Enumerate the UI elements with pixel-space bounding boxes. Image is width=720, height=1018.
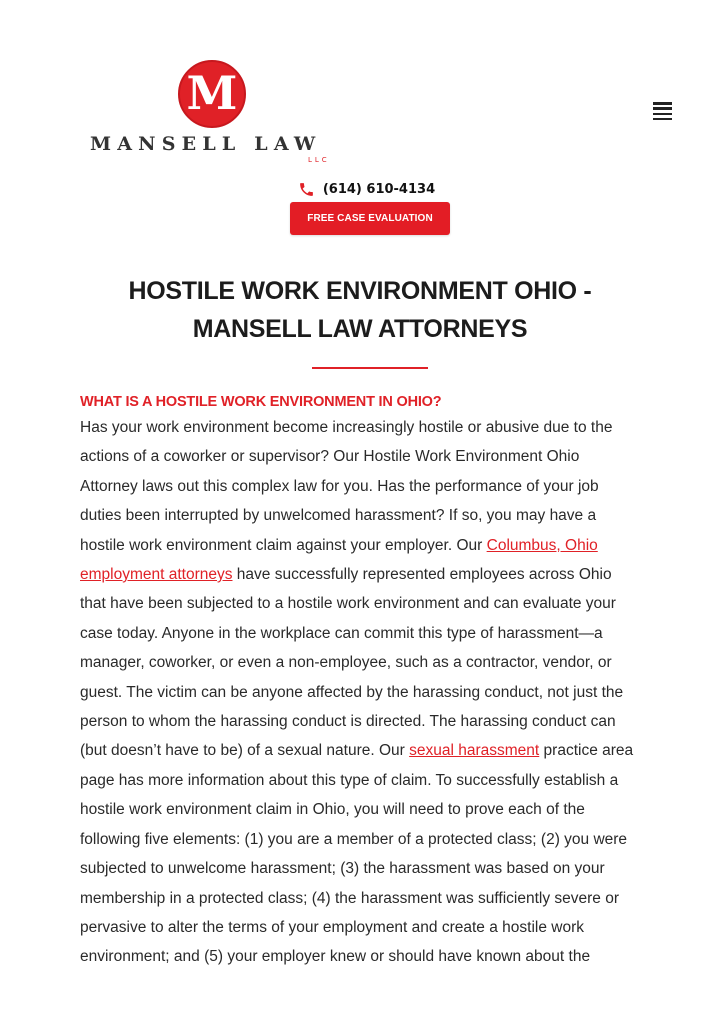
body-line: person to whom the harassing conduct is directed. The harassing conduct can (80, 713, 616, 731)
body-line: duties been interrupted by unwelcomed harassment? If so, you may have a (80, 507, 597, 525)
section-body (80, 413, 670, 972)
site-logo[interactable] (90, 60, 336, 166)
body-line: following five elements: (1) you are a member of a protected class; (2) you were (80, 830, 628, 848)
body-line: page has more information about this type of claim. To successfully establish a (80, 771, 619, 789)
page-title-line: MANSELL LAW ATTORNEYS (192, 315, 528, 343)
menu-bar (653, 118, 672, 121)
menu-bar (653, 102, 672, 105)
body-line: membership in a protected class; (4) the harassment was sufficiently severe or (80, 889, 620, 907)
body-line: pervasive to alter the terms of your employment and create a hostile work (80, 918, 584, 936)
body-line: environment; and (5) your employer knew or should have known about the (80, 948, 591, 966)
body-line (80, 736, 670, 765)
body-line: hostile work environment claim in Ohio, you will need to prove each of the (80, 801, 585, 819)
logo-suffix: LLC (308, 156, 330, 164)
body-line: guest. The victim can be anyone affected by the harassing conduct, not just the (80, 683, 624, 701)
body-text-fragment: hostile work environment claim against your employer. Our (80, 536, 487, 554)
body-line: Has your work environment become increasingly hostile or abusive due to the (80, 419, 613, 436)
hamburger-icon[interactable] (653, 102, 672, 121)
body-line: actions of a coworker or supervisor? Our Hostile Work Environment Ohio (80, 448, 580, 466)
body-line (80, 560, 670, 589)
body-text-fragment: practice area (539, 742, 634, 760)
body-line (80, 531, 670, 560)
sexual-harassment-link[interactable]: sexual harassment (409, 742, 540, 760)
menu-bar (653, 113, 672, 116)
phone-number: (614) 610-4134 (322, 182, 436, 197)
phone-row (0, 181, 720, 201)
logo-monogram-circle (178, 60, 246, 128)
free-case-evaluation-button[interactable]: FREE CASE EVALUATION (290, 202, 450, 235)
page-title (60, 272, 660, 348)
logo-wordmark: MANSELL LAW (90, 133, 322, 155)
columbus-employment-attorneys-link[interactable]: Columbus, Ohio (486, 536, 598, 554)
body-text-fragment: (but doesn’t have to be) of a sexual nature. Our (80, 742, 410, 760)
section-heading: WHAT IS A HOSTILE WORK ENVIRONMENT IN OHIO? (80, 394, 442, 410)
logo-monogram: M (186, 66, 238, 120)
phone-icon (298, 181, 315, 198)
body-line: manager, coworker, or even a non-employee, such as a contractor, vendor, or (80, 654, 612, 672)
columbus-employment-attorneys-link[interactable]: employment attorneys (80, 566, 233, 584)
menu-bar (653, 107, 672, 110)
body-text-fragment: have successfully represented employees across Ohio (232, 566, 612, 584)
phone-link[interactable] (298, 181, 435, 198)
body-line: case today. Anyone in the workplace can commit this type of harassment—a (80, 624, 603, 642)
title-divider (312, 367, 428, 369)
body-line: subjected to unwelcome harassment; (3) the harassment was based on your (80, 860, 605, 878)
body-line: Attorney laws out this complex law for you. Has the performance of your job (80, 477, 599, 495)
body-line: that have been subjected to a hostile work environment and can evaluate your (80, 595, 616, 613)
page-title-line: HOSTILE WORK ENVIRONMENT OHIO - (128, 277, 592, 305)
